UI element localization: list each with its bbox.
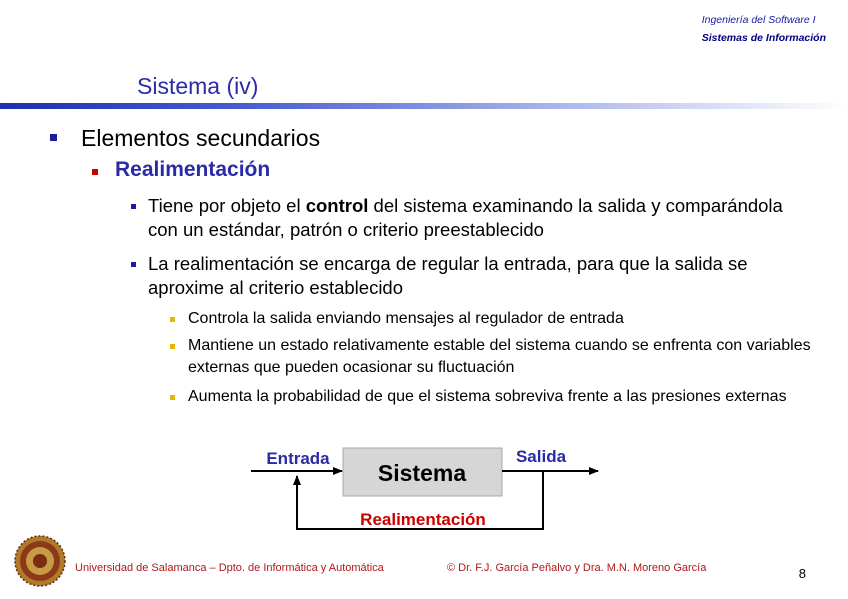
- input-label: Entrada: [266, 449, 330, 468]
- bullet-level1-text: Elementos secundarios: [81, 125, 321, 151]
- footer-authors: © Dr. F.J. García Peñalvo y Dra. M.N. Moreno García: [447, 562, 707, 574]
- page-number: 8: [798, 566, 806, 581]
- output-label: Salida: [515, 447, 567, 466]
- bullet-regulation-text: La realimentación se encarga de regular la entrada, para que la salida se aproxime al criterio establecido: [148, 253, 748, 298]
- system-box-label: Sistema: [377, 460, 467, 486]
- feedback-label: Realimentación: [360, 510, 486, 529]
- sub-bullet-2-text: Mantiene un estado relativamente estable del sistema cuando se enfrenta con variables externas que pueden ocasionar su fluctuación: [188, 337, 811, 376]
- sub-bullet-1-text: Controla la salida enviando mensajes al regulador de entrada: [188, 310, 624, 327]
- course-name: Ingeniería del Software I: [701, 14, 816, 26]
- footer-institution: Universidad de Salamanca – Dpto. de Informática y Automática: [75, 562, 384, 574]
- university-seal-icon: [14, 535, 66, 587]
- bullet-control-post: del sistema examinando la salida y comparándola con un estándar, patrón o criterio preestablecido: [148, 195, 783, 240]
- bullet-level2-text: Realimentación: [115, 158, 271, 181]
- bullet-control-bold: control: [305, 195, 369, 216]
- bullet-control-pre: Tiene por objeto el: [148, 195, 306, 216]
- slide-title: Sistema (iv): [137, 73, 259, 99]
- subject-name: Sistemas de Información: [701, 32, 826, 44]
- sub-bullet-3-text: Aumenta la probabilidad de que el sistema sobreviva frente a las presiones externas: [188, 388, 787, 405]
